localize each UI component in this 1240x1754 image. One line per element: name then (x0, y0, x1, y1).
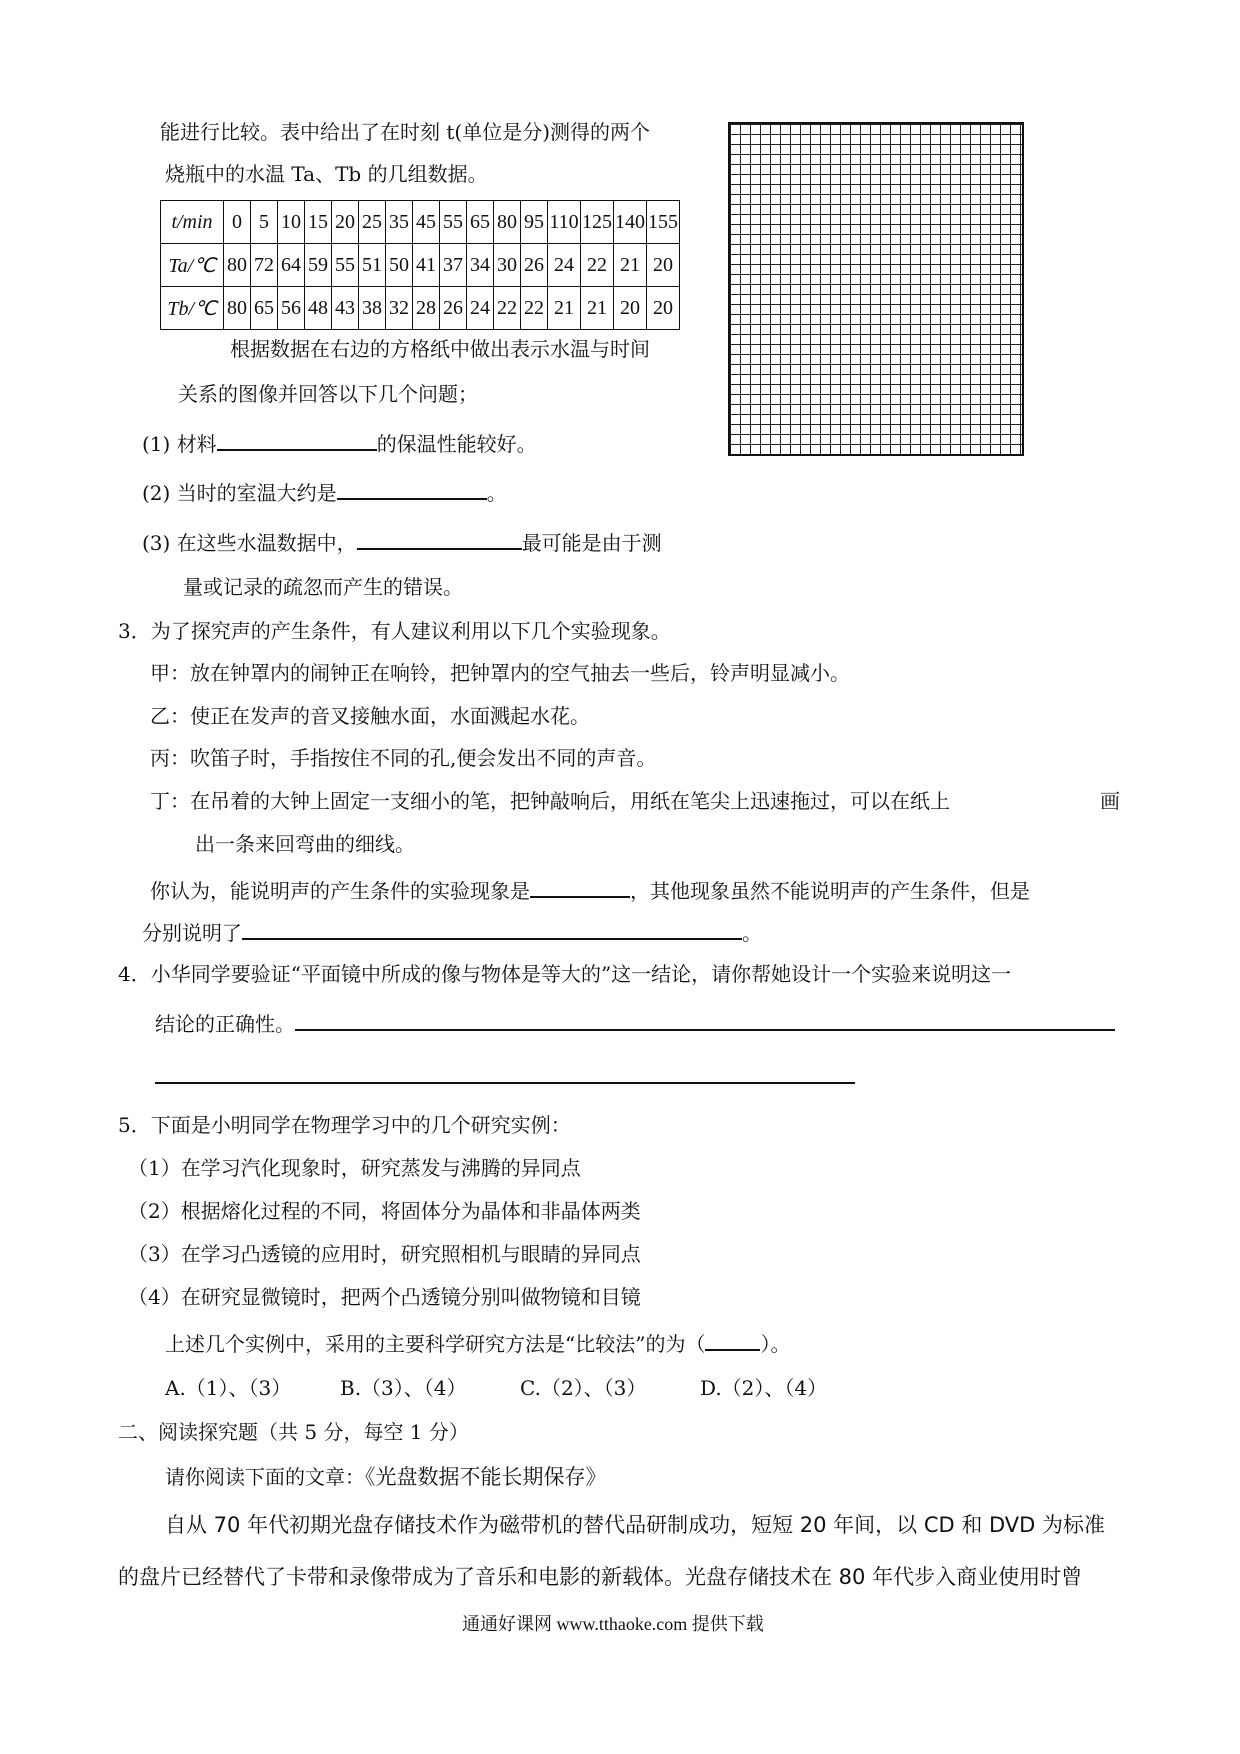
table-cell-tb: 56 (278, 287, 305, 330)
option-b[interactable]: B.（3）、（4） (340, 1376, 467, 1400)
problem-3-answer (150, 874, 1030, 905)
temperature-table (160, 200, 680, 330)
question-3-continued: 量或记录的疏忽而产生的错误。 (183, 575, 463, 599)
after-table-line-1: 根据数据在右边的方格纸中做出表示水温与时间 (230, 337, 650, 361)
problem-5-question-prefix: 上述几个实例中，采用的主要科学研究方法是“比较法”的为（ (165, 1332, 706, 1356)
table-cell-tb: 43 (332, 287, 359, 330)
table-cell-ta: 59 (305, 244, 332, 287)
table-cell-t: 35 (386, 201, 413, 244)
graph-paper (728, 122, 1024, 456)
table-cell-t: 125 (581, 201, 614, 244)
table-cell-tb: 22 (494, 287, 521, 330)
table-cell-ta: 22 (581, 244, 614, 287)
problem-3-yi: 乙：使正在发声的音叉接触水面，水面溅起水花。 (150, 704, 590, 728)
table-cell-t: 110 (548, 201, 581, 244)
section-2-intro-prefix: 请你阅读下面的文章： (165, 1465, 365, 1489)
table-cell-ta: 21 (614, 244, 647, 287)
problem-4-line-3 (155, 1060, 855, 1091)
question-3-prefix: (3) 在这些水温数据中， (142, 531, 357, 555)
problem-3-ding-2: 出一条来回弯曲的细线。 (195, 832, 415, 856)
problem-5-title: 5．下面是小明同学在物理学习中的几个研究实例： (118, 1113, 571, 1137)
table-cell-tb: 24 (467, 287, 494, 330)
question-3-blank[interactable] (357, 526, 522, 550)
table-cell-ta: 41 (413, 244, 440, 287)
table-cell-tb: 32 (386, 287, 413, 330)
question-1-suffix: 的保温性能较好。 (376, 432, 537, 456)
problem-4-blank-1[interactable] (295, 1007, 1115, 1031)
table-cell-tb: 22 (521, 287, 548, 330)
table-row-tb (161, 287, 680, 330)
table-cell-ta: 34 (467, 244, 494, 287)
problem-4-line-2 (155, 1007, 1115, 1038)
problem-5-question-suffix: ）。 (760, 1332, 791, 1356)
table-cell-t: 65 (467, 201, 494, 244)
question-2-prefix: (2) 当时的室温大约是 (142, 481, 337, 505)
problem-3-answer-2-prefix: 分别说明了 (142, 921, 242, 945)
table-cell-ta: 51 (359, 244, 386, 287)
table-cell-t: 0 (224, 201, 251, 244)
section-2-title: 二、阅读探究题（共 5 分，每空 1 分） (118, 1420, 469, 1444)
problem-3-title: 3．为了探究声的产生条件，有人建议利用以下几个实验现象。 (118, 619, 671, 643)
question-1-prefix: (1) 材料 (142, 432, 217, 456)
problem-5-answer-blank[interactable] (705, 1327, 760, 1351)
table-cell-ta: 30 (494, 244, 521, 287)
question-1-blank[interactable] (217, 427, 377, 451)
table-header-tb: Tb/℃ (161, 287, 224, 330)
problem-3-answer-blank-2[interactable] (242, 916, 742, 940)
table-cell-t: 15 (305, 201, 332, 244)
table-cell-t: 10 (278, 201, 305, 244)
intro-line-2: 烧瓶中的水温 Ta、Tb 的几组数据。 (165, 162, 488, 186)
problem-3-answer-middle: ，其他现象虽然不能说明声的产生条件，但是 (630, 879, 1030, 903)
question-3-suffix: 最可能是由于测 (521, 531, 662, 555)
question-3 (142, 526, 662, 557)
table-cell-tb: 21 (548, 287, 581, 330)
problem-4-title: 4．小华同学要验证“平面镜中所成的像与物体是等大的”这一结论，请你帮她设计一个实验来说明这一 (118, 962, 1012, 986)
table-cell-ta: 64 (278, 244, 305, 287)
table-cell-ta: 24 (548, 244, 581, 287)
table-cell-ta: 80 (224, 244, 251, 287)
table-header-ta: Ta/℃ (161, 244, 224, 287)
table-cell-tb: 20 (647, 287, 680, 330)
table-cell-t: 80 (494, 201, 521, 244)
table-header-t: t/min (161, 201, 224, 244)
question-2-suffix: 。 (486, 481, 507, 505)
problem-3-answer-blank-1[interactable] (530, 874, 630, 898)
question-2 (142, 476, 507, 507)
problem-3-answer-prefix: 你认为，能说明声的产生条件的实验现象是 (150, 879, 530, 903)
table-cell-tb: 48 (305, 287, 332, 330)
option-a[interactable]: A.（1）、（3） (165, 1376, 292, 1400)
table-cell-t: 55 (440, 201, 467, 244)
table-cell-tb: 65 (251, 287, 278, 330)
table-cell-t: 5 (251, 201, 278, 244)
question-2-blank[interactable] (337, 476, 487, 500)
problem-5-item-4: （4）在研究显微镜时，把两个凸透镜分别叫做物镜和目镜 (128, 1285, 641, 1309)
table-cell-ta: 26 (521, 244, 548, 287)
problem-3-answer-2-suffix: 。 (742, 921, 762, 945)
table-cell-t: 95 (521, 201, 548, 244)
table-cell-tb: 26 (440, 287, 467, 330)
after-table-line-2: 关系的图像并回答以下几个问题； (178, 382, 478, 406)
table-cell-ta: 72 (251, 244, 278, 287)
table-row-t (161, 201, 680, 244)
table-cell-tb: 38 (359, 287, 386, 330)
article-line-1: 自从 70 年代初期光盘存储技术作为磁带机的替代品研制成功，短短 20 年间，以 CD 和 DVD 为标准 (165, 1513, 1106, 1537)
option-d[interactable]: D.（2）、（4） (700, 1376, 828, 1400)
article-line-2: 的盘片已经替代了卡带和录像带成为了音乐和电影的新载体。光盘存储技术在 80 年代步入商业使用时曾 (118, 1565, 1083, 1589)
problem-5-item-3: （3）在学习凸透镜的应用时，研究照相机与眼睛的异同点 (128, 1242, 641, 1266)
problem-5-item-1: （1）在学习汽化现象时，研究蒸发与沸腾的异同点 (128, 1156, 581, 1180)
problem-5-item-2: （2）根据熔化过程的不同，将固体分为晶体和非晶体两类 (128, 1199, 641, 1223)
table-cell-t: 140 (614, 201, 647, 244)
table-cell-t: 20 (332, 201, 359, 244)
table-cell-ta: 37 (440, 244, 467, 287)
table-cell-t: 25 (359, 201, 386, 244)
table-cell-ta: 55 (332, 244, 359, 287)
section-2-intro (165, 1463, 607, 1491)
problem-3-bing: 丙：吹笛子时，手指按住不同的孔,便会发出不同的声音。 (150, 746, 657, 770)
footer-credit: 通通好课网 www.tthaoke.com 提供下载 (462, 1614, 764, 1634)
problem-3-ding: 丁：在吊着的大钟上固定一支细小的笔，把钟敲响后，用纸在笔尖上迅速拖过，可以在纸上 (150, 789, 950, 813)
table-cell-ta: 20 (647, 244, 680, 287)
article-title: 《光盘数据不能长期保存》 (365, 1465, 607, 1489)
table-cell-t: 45 (413, 201, 440, 244)
problem-3-answer-2 (142, 916, 762, 947)
table-cell-tb: 20 (614, 287, 647, 330)
problem-4-blank-2[interactable] (155, 1060, 855, 1084)
table-cell-tb: 80 (224, 287, 251, 330)
table-cell-tb: 21 (581, 287, 614, 330)
table-row-ta (161, 244, 680, 287)
table-cell-ta: 50 (386, 244, 413, 287)
table-cell-t: 155 (647, 201, 680, 244)
table-cell-tb: 28 (413, 287, 440, 330)
option-c[interactable]: C.（2）、（3） (520, 1376, 647, 1400)
problem-5-question (165, 1327, 790, 1358)
problem-3-ding-end: 画 (1100, 789, 1120, 813)
intro-line-1: 能进行比较。表中给出了在时刻 t(单位是分)测得的两个 (160, 120, 650, 144)
problem-3-jia: 甲：放在钟罩内的闹钟正在响铃，把钟罩内的空气抽去一些后，铃声明显减小。 (150, 661, 850, 685)
question-1 (142, 427, 537, 458)
problem-4-prefix: 结论的正确性。 (155, 1012, 295, 1036)
